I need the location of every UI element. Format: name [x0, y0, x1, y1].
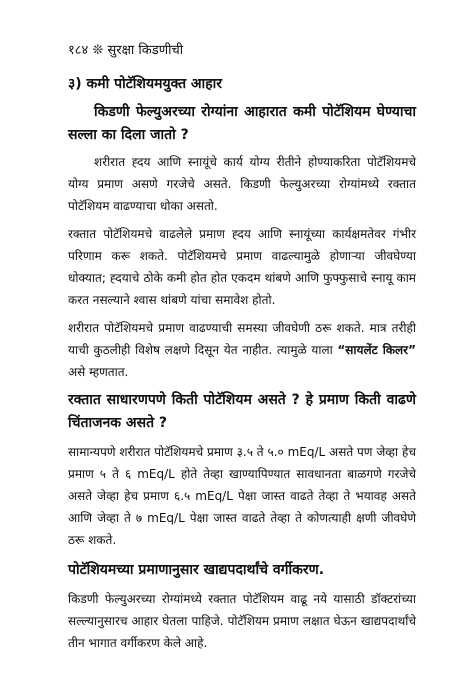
question-heading-2: रक्तात साधारणपणे किती पोटॅशियम असते ? हे प्रमाण किती वाढणे चिंताजनक असते ?: [68, 392, 416, 431]
page-header: [68, 40, 183, 58]
paragraph-5: किडणी फेल्युअरच्या रोग्यांमध्ये रक्तात पोटॅशियम वाढू नये यासाठी डॉक्टरांच्या सल्ल्यानुसारच आहार घेतला पाहिजे. पोटॅशियम प्रमाण लक्षात घेऊन खाद्यपदार्थांचे तीन भागात वर्गीकरण केले आहे.: [68, 592, 416, 650]
question-heading-1: किडणी फेल्युअरच्या रोग्यांना आहारात कमी पोटॅशियम घेण्याचा सल्ला का दिला जातो ?: [68, 104, 416, 143]
paragraph-2: रक्तात पोटॅशियमचे वाढलेले प्रमाण ह्दय आणि स्नायूंच्या कार्यक्षमतेवर गंभीर परिणाम करू शकते. पोटॅशियमचे प्रमाण वाढल्यामुळे होणाऱ्या जीवघेण्या धोक्यात; ह्दयाचे ठोके कमी होत होत एकदम थांबणे आणि फुफ्फुसाचे स्नायू काम करत नसल्याने श्वास थांबणे यांचा समावेश होतो.: [68, 227, 416, 307]
paragraph-3: [68, 317, 416, 383]
paragraph-3-text: शरीरात पोटॅशियमचे प्रमाण वाढण्याची समस्या जीवघेणी ठरू शकते. मात्र तरीही याची कुठलीही विशेष लक्षणे दिसून येत नाहीत. त्यामुळे याला: [68, 321, 416, 357]
paragraph-1: शरीरात ह्दय आणि स्नायूंचे कार्य योग्य रीतीने होण्याकरिता पोटॅशियमचे योग्य प्रमाण असणे गरजेचे असते. किडणी फेल्युअरच्या रोग्यांमध्ये रक्तात पोटॅशियम वाढण्याचा धोका असतो.: [68, 155, 416, 213]
separator-symbol: ❊: [92, 43, 104, 58]
book-title: सुरक्षा किडणीची: [107, 43, 184, 58]
silent-killer-term: “सायलेंट किलर”: [337, 343, 416, 357]
paragraph-3-end: असे म्हणतात.: [68, 365, 129, 379]
paragraph-4: सामान्यपणे शरीरात पोटॅशियमचे प्रमाण ३.५ ते ५.० mEq/L असते पण जेव्हा हेच प्रमाण ५ ते ६ mEq/L होते तेव्हा खाण्यापिण्यात सावधानता बाळगणे गरजेचे असते जेव्हा हेच प्रमाण ६.५ mEq/L पेक्षा जास्त वाढते तेव्हा ते भयावह असते आणि जेव्हा ते ७ mEq/L पेक्षा जास्त वाढते तेव्हा ते कोणत्याही क्षणी जीवघेणे ठरू शकते.: [68, 445, 416, 547]
page-number: १८४: [68, 43, 89, 58]
section-heading: ३) कमी पोटॅशियमयुक्त आहार: [68, 76, 223, 92]
question-heading-3: पोटॅशियमच्या प्रमाणानुसार खाद्यपदार्थांचे वर्गीकरण.: [68, 562, 325, 578]
